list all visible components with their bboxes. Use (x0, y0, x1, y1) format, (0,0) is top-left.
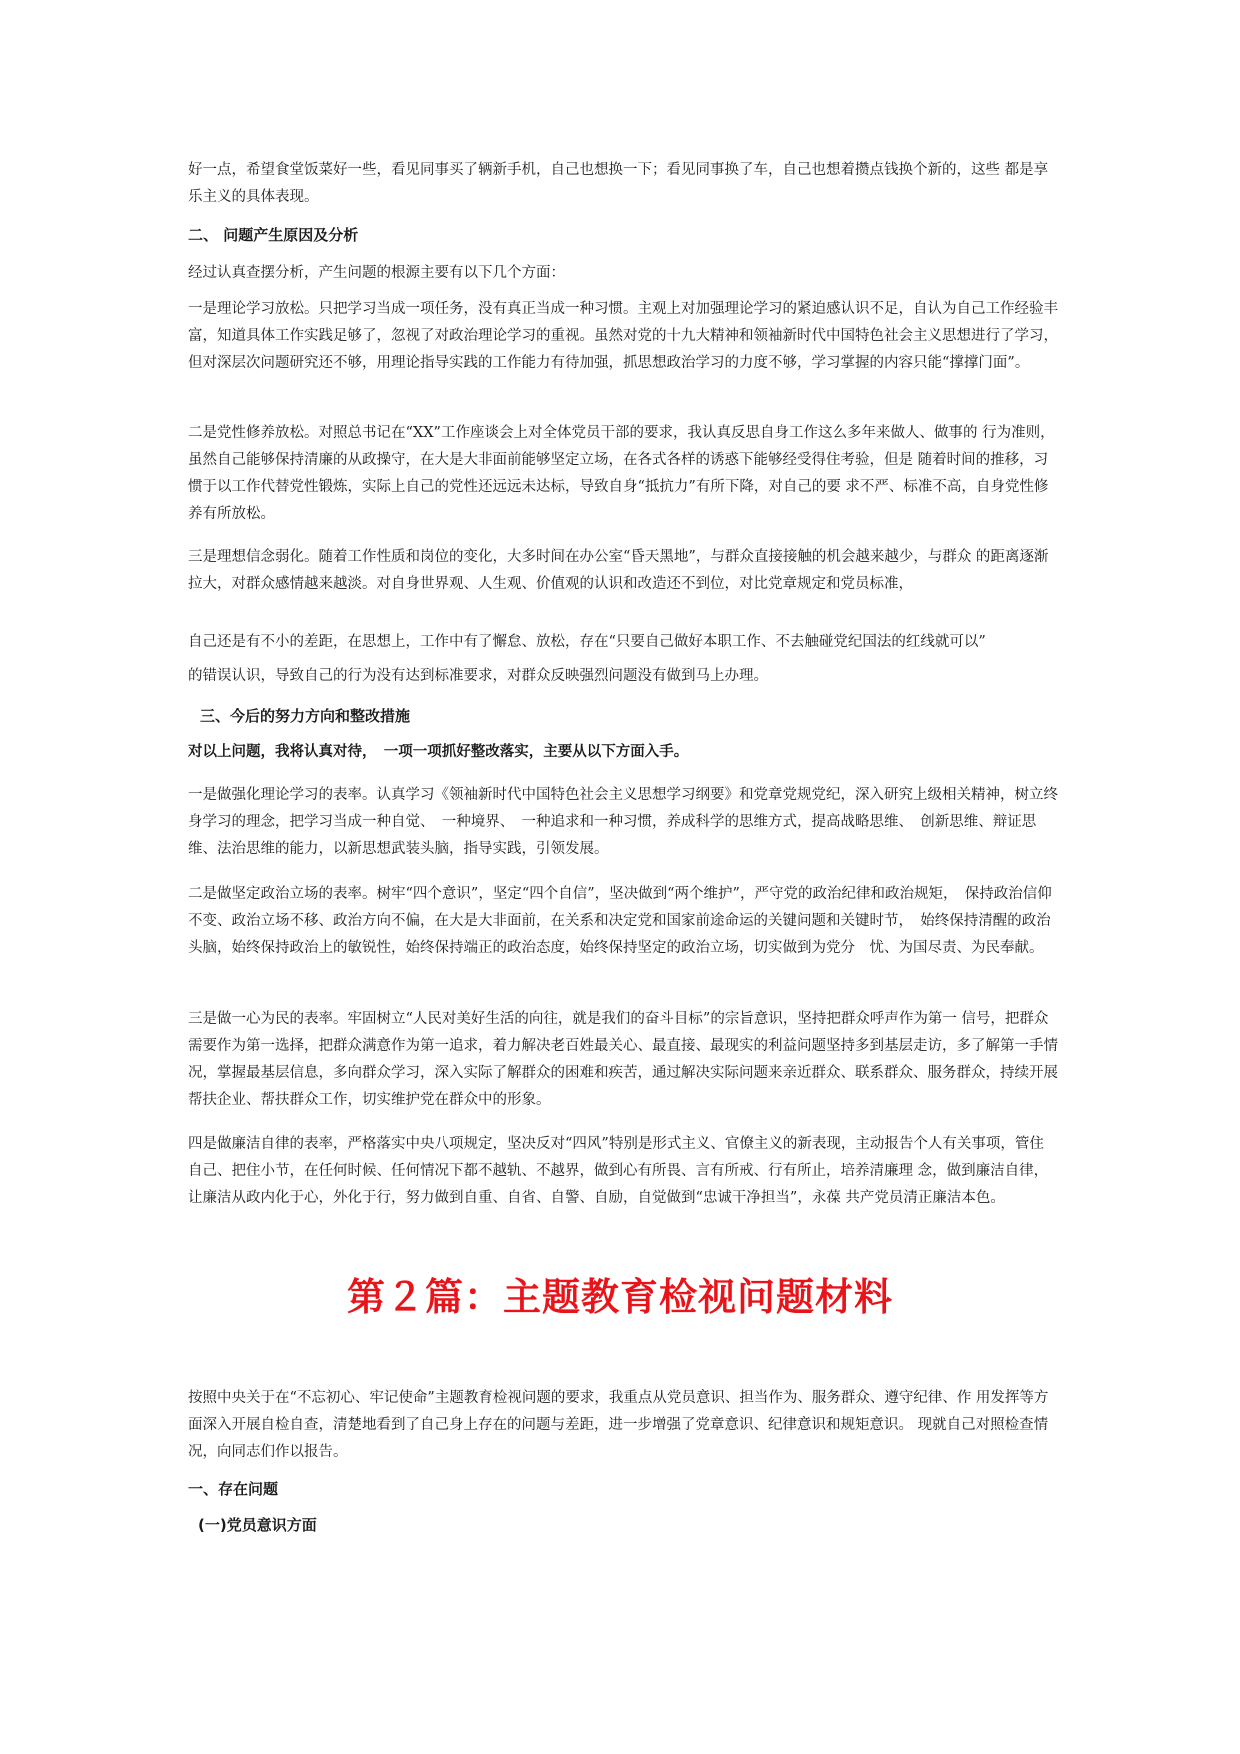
paragraph-causes-intro: 经过认真查摆分析，产生问题的根源主要有以下几个方面： (188, 265, 565, 281)
paragraph-measure-politics: 二是做坚定政治立场的表率。树牢“四个意识”，坚定“四个自信”，坚决做到“两个维护”，严守党的政治纪律和政治规矩， 保持政治信仰不变、政治立场不移、政治方向不偏，在大是大非面前，在关系和决定党和国家前途命运的关键问题和关键时节， 始终保持清醒的政治头脑，始终保持政治上的敏锐性，始终保持端正的政治态度，始终保持坚定的政治立场，切实做到为党分 忧、为国尽责、为民奉献。 (188, 886, 1052, 956)
section-heading-problems: 一、存在问题 (188, 1480, 279, 1498)
paragraph-cause-party-spirit: 二是党性修养放松。对照总书记在“XX”工作座谈会上对全体党员干部的要求，我认真反思自身工作这么多年来做人、做事的 行为准则，虽然自己能够保持清廉的从政操守，在大是大非面前能够坚定立场，在各式各样的诱惑下能够经受得住考验，但是 随着时间的推移，习惯于以工作代替党性锻炼，实际上自己的党性还远远未达标，导致自身“抵抗力”有所下降，对自己的要 求不严、标准不高，自身党性修养有所放松。 (188, 425, 1055, 522)
paragraph-measures-lead: 对以上问题，我将认真对待， 一项一项抓好整改落实，主要从以下方面入手。 (188, 744, 689, 760)
paragraph-measure-people: 三是做一心为民的表率。牢固树立“人民对美好生活的向往，就是我们的奋斗目标”的宗旨意识，坚持把群众呼声作为第一 信号，把群众需要作为第一选择，把群众满意作为第一追求，着力解决老百姓最关心、最直接、最现实的利益问题坚持多到基层走访，多了解第一手情况，掌握最基层信息，多向群众学习，深入实际了解群众的困难和疾苦，通过解决实际问题来亲近群众、联系群众、服务群众，持续开展帮扶企业、帮扶群众工作，切实维护党在群众中的形象。 (188, 1011, 1058, 1108)
section-heading-measures: 三、今后的努力方向和整改措施 (200, 707, 411, 725)
paragraph-cause-theory: 一是理论学习放松。只把学习当成一项任务，没有真正当成一种习惯。主观上对加强理论学习的紧迫感认识不足，自认为自己工作经验丰富，知道具体工作实践足够了，忽视了对政治理论学习的重视。虽然对党的十九大精神和领袖新时代中国特色社会主义思想进行了学习，但对深层次问题研究还不够，用理论指导实践的工作能力有待加强，抓思想政治学习的力度不够，学习掌握的内容只能“撑撑门面”。 (188, 301, 1058, 371)
paragraph-article-intro: 按照中央关于在“不忘初心、牢记使命”主题教育检视问题的要求，我重点从党员意识、担当作为、服务群众、遵守纪律、作 用发挥等方面深入开展自检自查，清楚地看到了自己身上存在的问题与差距，进一步增强了党章意识、纪律意识和规矩意识。 现就自己对照检查情况，向同志们作以报告。 (188, 1390, 1049, 1460)
subsection-heading-party-awareness: (一)党员意识方面 (198, 1516, 317, 1534)
paragraph-cause-ideals-end: 的错误认识，导致自己的行为没有达到标准要求，对群众反映强烈问题没有做到马上办理。 (188, 668, 768, 684)
paragraph-measure-theory: 一是做强化理论学习的表率。认真学习《领袖新时代中国特色社会主义思想学习纲要》和党章党规党纪，深入研究上级相关精神，树立终身学习的理念，把学习当成一种自觉、 一种境界、 一种追求和一种习惯，养成科学的思维方式，提高战略思维、 创新思维、辩证思维、法治思维的能力，以新思想武装头脑，指导实践，引领发展。 (188, 787, 1058, 857)
paragraph-cause-ideals-cont: 自己还是有不小的差距，在思想上，工作中有了懈怠、放松，存在“只要自己做好本职工作、不去触碰党纪国法的红线就可以” (188, 634, 986, 650)
paragraph-cause-ideals: 三是理想信念弱化。随着工作性质和岗位的变化，大多时间在办公室“昏天黑地”，与群众直接接触的机会越来越少，与群众 的距离逐渐拉大，对群众感情越来越淡。对自身世界观、人生观、价值观的认识和改造还不到位，对比党章规定和党员标准， (188, 549, 1049, 592)
article-title: 第２篇：主题教育检视问题材料 (346, 1274, 893, 1319)
paragraph-measure-integrity: 四是做廉洁自律的表率，严格落实中央八项规定，坚决反对“四风”特别是形式主义、官僚主义的新表现，主动报告个人有关事项，管住自己、把住小节，在任何时候、任何情况下都不越轨、不越界，做到心有所畏、言有所戒、行有所止，培养清廉理 念，做到廉洁自律，让廉洁从政内化于心，外化于行，努力做到自重、自省、自警、自励，自觉做到“忠诚干净担当”，永葆 共产党员清正廉洁本色。 (188, 1136, 1049, 1206)
section-heading-causes: 二、 问题产生原因及分析 (188, 226, 359, 244)
paragraph-hedonism-examples: 好一点，希望食堂饭菜好一些，看见同事买了辆新手机，自己也想换一下；看见同事换了车，自己也想着攒点钱换个新的，这些 都是享乐主义的具体表现。 (188, 162, 1049, 205)
